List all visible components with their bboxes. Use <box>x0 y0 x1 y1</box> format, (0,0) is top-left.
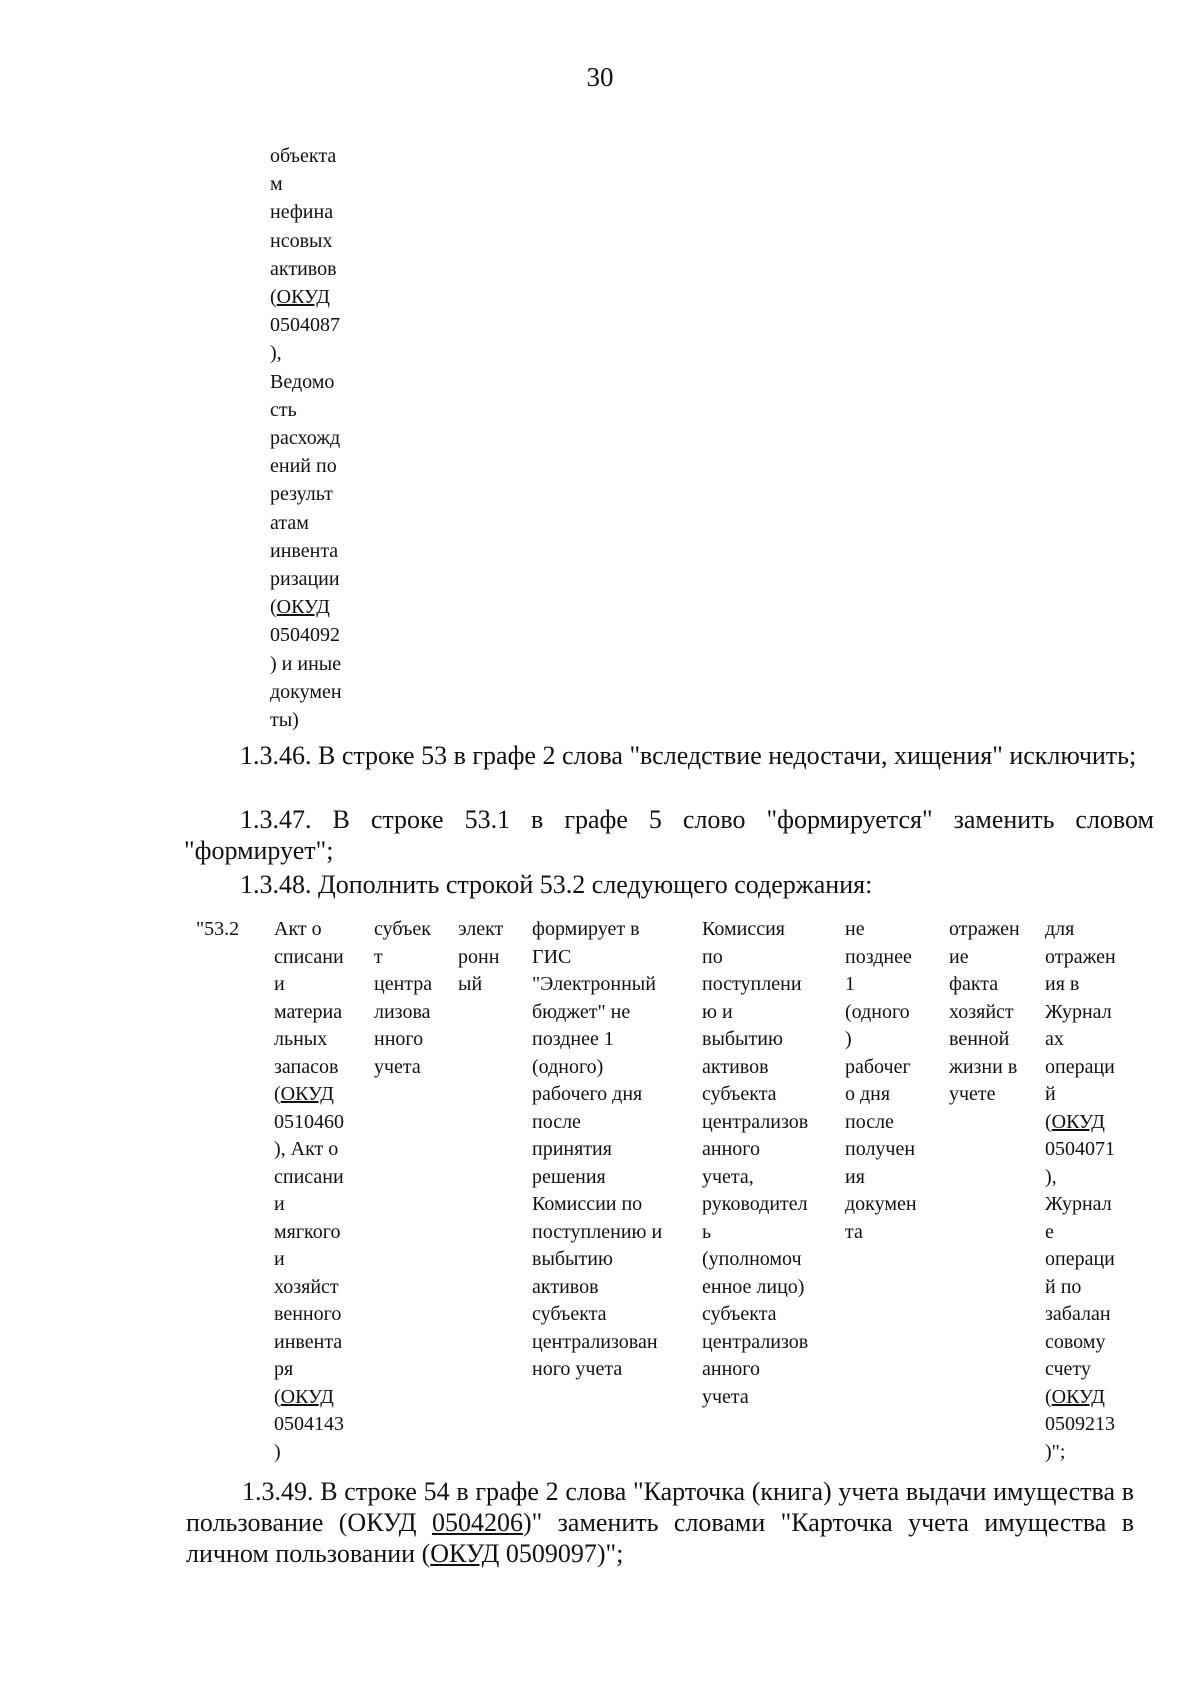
cell-line: учете <box>949 1083 996 1105</box>
cell-line: о дня <box>845 1083 891 1105</box>
cell-line: инвента <box>274 1330 343 1353</box>
cell-line: (ОКУД <box>1045 1110 1105 1133</box>
cell-purpose <box>949 916 1020 1109</box>
cell-line: списани <box>274 1165 344 1188</box>
cell-line: материа <box>274 1000 343 1023</box>
cell-line: ) <box>274 1440 281 1463</box>
cell-line: льных <box>274 1028 328 1050</box>
cell-line: Журнал <box>1045 1000 1112 1023</box>
cell-line: поступлени <box>702 973 802 995</box>
cell-line: та <box>845 1220 863 1243</box>
cell-line: ) и иные <box>270 652 342 675</box>
cell-line: нефина <box>270 201 334 224</box>
cell-line: венной <box>949 1028 1010 1050</box>
cell-line: 0504087 <box>270 314 340 337</box>
cell-line: субъекта <box>702 1303 777 1325</box>
cell-line: центра <box>374 973 433 995</box>
cell-line: Комиссия <box>702 918 785 940</box>
cell-line: ря <box>274 1358 294 1380</box>
cell-line: ), Акт о <box>274 1138 339 1160</box>
cell-line: Журнал <box>1045 1193 1112 1215</box>
cell-line: анного <box>702 1138 760 1160</box>
cell-line: й по <box>1045 1275 1082 1298</box>
cell-line: счету <box>1045 1358 1091 1380</box>
cell-line: позднее <box>845 945 912 968</box>
cell-line: субъекта <box>532 1303 607 1325</box>
cell-line: активов <box>532 1275 599 1298</box>
cell-responsible <box>702 916 808 1411</box>
cell-line: операци <box>1045 1055 1115 1078</box>
cell-line: запасов <box>274 1055 339 1078</box>
cell-line: рабочего дня <box>532 1083 643 1105</box>
cell-line: ризации <box>270 568 340 591</box>
cell-formed-by <box>374 916 432 1081</box>
cell-line: лизова <box>374 1000 431 1023</box>
cell-line: (ОКУД <box>274 1083 334 1105</box>
cell-line: ений по <box>270 455 337 478</box>
cell-line: ) <box>845 1028 852 1050</box>
cell-line: активов <box>270 257 337 280</box>
cell-line: енное лицо) <box>702 1275 805 1298</box>
cell-line: нсовых <box>270 229 333 252</box>
paragraph-1-3-47 <box>184 804 1154 866</box>
cell-line: получен <box>845 1138 916 1160</box>
cell-line: хозяйст <box>949 1000 1014 1023</box>
cell-line: докумен <box>270 680 342 703</box>
cell-line: факта <box>949 973 999 995</box>
cell-line: Комиссии по <box>532 1193 643 1215</box>
paragraph-text: 1.3.48. Дополнить строкой 53.2 следующего содержания: <box>240 870 873 899</box>
cell-line: ), <box>1045 1165 1057 1188</box>
cell-line: выбытию <box>702 1028 783 1050</box>
cell-line: анного <box>702 1358 760 1380</box>
cell-line: учета, <box>702 1165 754 1188</box>
cell-line: и <box>274 1248 285 1270</box>
cell-form <box>458 916 503 999</box>
paragraph-1-3-46 <box>184 740 1154 771</box>
cell-line: решения <box>532 1165 606 1188</box>
cell-line: й <box>1045 1083 1056 1105</box>
table-continuation-column <box>270 142 370 734</box>
cell-line: 0510460 <box>274 1110 344 1133</box>
paragraph-1-3-49 <box>186 1476 1134 1569</box>
cell-line: субъек <box>374 918 431 940</box>
cell-line: поступлению и <box>532 1220 663 1243</box>
cell-line: нного <box>374 1028 424 1050</box>
cell-line: результ <box>270 483 333 506</box>
cell-line: централизов <box>702 1330 809 1353</box>
cell-line: отражен <box>949 918 1020 940</box>
cell-line: не <box>845 918 865 940</box>
cell-line: 1 <box>845 973 855 995</box>
cell-line: отражен <box>1045 945 1116 968</box>
cell-line: инвента <box>270 539 339 562</box>
cell-line: ), <box>270 342 282 365</box>
cell-document-name <box>274 916 344 1466</box>
cell-line: ый <box>458 973 483 995</box>
cell-line: учета <box>374 1055 421 1078</box>
cell-line: позднее 1 <box>532 1028 614 1050</box>
cell-line: руководител <box>702 1193 808 1215</box>
cell-line: ия <box>845 1165 865 1188</box>
paragraph-text: 1.3.46. В строке 53 в графе 2 слова "вследствие недостачи, хищения" исключить; <box>240 741 1137 770</box>
cell-line: 0504071 <box>1045 1138 1115 1160</box>
cell-line: Акт о <box>274 918 322 940</box>
cell-line: объекта <box>270 145 337 167</box>
paragraph-text: )" заменить словами "Карточка учета имущества в личном пользовании ( <box>186 1508 1134 1568</box>
cell-line: ие <box>949 945 969 968</box>
cell-line: выбытию <box>532 1248 613 1270</box>
cell-line: и <box>274 1193 285 1215</box>
cell-line: 0504143 <box>274 1413 344 1435</box>
cell-line: 0504092 <box>270 624 340 647</box>
okud-label-underlined: ОКУД <box>430 1539 500 1568</box>
cell-registers <box>1045 916 1116 1466</box>
cell-line: активов <box>702 1055 769 1078</box>
cell-line: Ведомо <box>270 370 335 393</box>
cell-line: (ОКУД <box>274 1385 334 1408</box>
page-number: 30 <box>586 62 614 92</box>
cell-line: по <box>702 945 723 968</box>
cell-line: м <box>270 173 283 196</box>
cell-line: ах <box>1045 1028 1064 1050</box>
cell-line: субъекта <box>702 1083 777 1105</box>
cell-line: операци <box>1045 1248 1115 1270</box>
cell-line: и <box>274 973 285 995</box>
cell-formation-order <box>532 916 662 1384</box>
cell-line: принятия <box>532 1138 612 1160</box>
cell-line: (одного <box>845 1000 910 1023</box>
cell-line: рабочег <box>845 1055 911 1078</box>
cell-line: для <box>1045 918 1075 940</box>
cell-line: ь <box>702 1220 712 1243</box>
cell-line: сть <box>270 398 297 421</box>
cell-line: совому <box>1045 1330 1106 1353</box>
cell-line: ю и <box>702 1000 733 1023</box>
cell-line: после <box>845 1110 894 1133</box>
cell-line: венного <box>274 1303 342 1325</box>
cell-line: централизован <box>532 1330 658 1353</box>
cell-line: забалан <box>1045 1303 1111 1325</box>
cell-line: е <box>1045 1220 1054 1243</box>
cell-line: (ОКУД <box>270 596 330 619</box>
cell-line: ронн <box>458 945 500 968</box>
paragraph-text: 0509097)"; <box>499 1539 624 1568</box>
cell-line: т <box>374 945 383 968</box>
paragraph-1-3-48 <box>184 869 1154 900</box>
cell-line: бюджет" не <box>532 1000 631 1023</box>
cell-line: 0509213 <box>1045 1413 1115 1435</box>
cell-line: (ОКУД <box>270 286 330 309</box>
cell-line: жизни в <box>949 1055 1018 1078</box>
cell-line: расхожд <box>270 427 341 450</box>
paragraph-text: 1.3.47. В строке 53.1 в графе 5 слово "формируется" заменить словом "формирует"; <box>184 805 1154 865</box>
paragraph-text: 1.3.49. В строке 54 в графе 2 слова "Карточка (книга) учета выдачи имущества в пользование (ОКУД <box>186 1477 1134 1537</box>
cell-line: атам <box>270 511 309 534</box>
cell-line: ГИС <box>532 945 572 968</box>
cell-line: (уполномоч <box>702 1248 802 1270</box>
cell-line: ты) <box>270 709 299 732</box>
cell-line: после <box>532 1110 581 1133</box>
cell-line: )"; <box>1045 1440 1066 1463</box>
cell-line: докумен <box>845 1193 917 1215</box>
cell-line: элект <box>458 918 504 940</box>
cell-line: списани <box>274 945 344 968</box>
cell-line: ия в <box>1045 973 1080 995</box>
cell-line: формирует в <box>532 918 640 940</box>
cell-line: учета <box>702 1385 749 1408</box>
cell-line: ного учета <box>532 1358 623 1380</box>
cell-line: "Электронный <box>532 973 656 995</box>
okud-code-underlined: 0504206 <box>431 1508 523 1537</box>
cell-line: централизов <box>702 1110 809 1133</box>
cell-deadline <box>845 916 917 1246</box>
cell-line: хозяйст <box>274 1275 339 1298</box>
cell-line: "53.2 <box>196 918 240 940</box>
cell-line: мягкого <box>274 1220 341 1243</box>
cell-line: (ОКУД <box>1045 1385 1105 1408</box>
cell-line: (одного) <box>532 1055 604 1078</box>
cell-row-number <box>196 916 239 944</box>
